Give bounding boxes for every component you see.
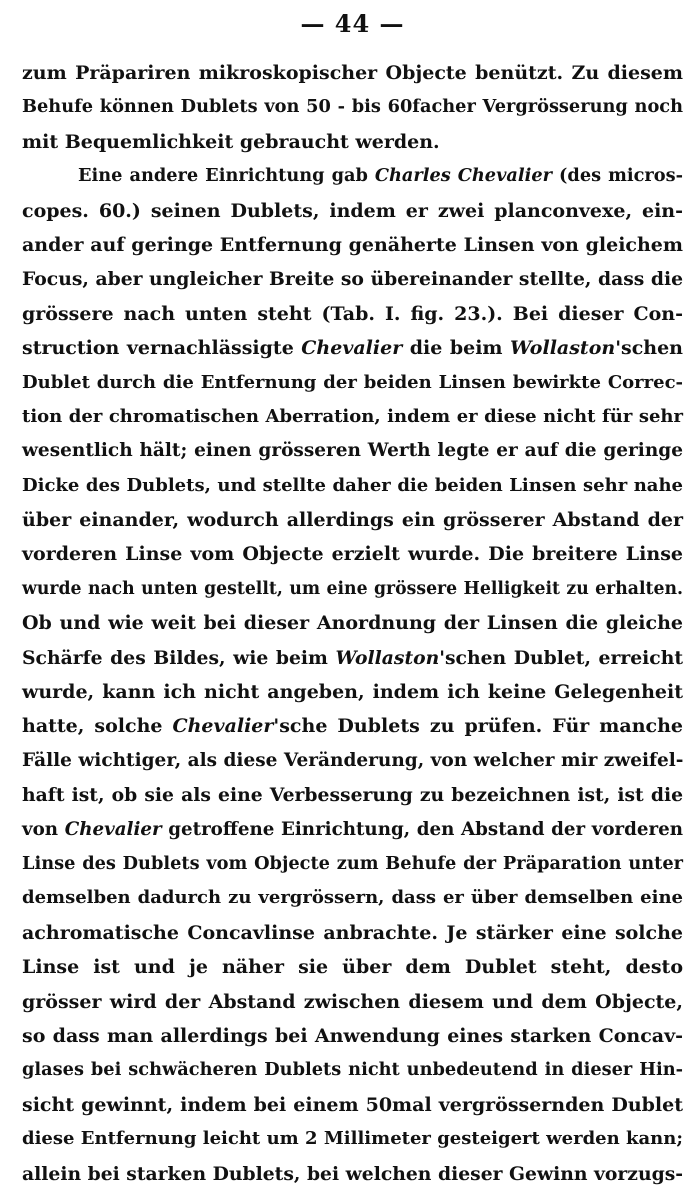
italic-name: Charles Chevalier [374,165,553,187]
text-line [22,331,683,365]
text-line: diese Entfernung leicht um 2 Millimeter gesteigert werden kann; [22,1128,683,1150]
text-run: getroffene Einrichtung, den Abstand der vorderen [161,818,683,840]
text-line: vorderen Linse vom Objecte erzielt wurde. Die breitere Linse [22,543,683,566]
text-line: wurde, kann ich nicht angeben, indem ich keine Gelegenheit [22,681,683,704]
text-line: tion der chromatischen Aberration, indem er diese nicht für sehr [22,405,683,427]
text-line: grössere nach unten steht (Tab. I. fig. 23.). Bei dieser Con- [22,302,683,325]
text-run: struction vernachlässigte [22,337,302,360]
text-line: Dublet durch die Entfernung der beiden Linsen bewirkte Correc- [22,371,683,393]
text-run: (des micros- [552,165,683,187]
text-run: Eine andere Einrichtung gab [78,165,375,187]
text-run: die beim [402,337,511,360]
text-line: Focus, aber ungleicher Breite so übereinander stellte, dass die [22,268,684,291]
text-line: zum Präpariren mikroskopischer Objecte benützt. Zu diesem [22,62,683,84]
text-line: über einander, wodurch allerdings ein grösserer Abstand der [22,509,683,532]
italic-name: Wollaston [335,646,440,669]
text-run: hatte, solche [22,715,173,738]
text-line: glases bei schwächeren Dublets nicht unbedeutend in dieser Hin- [22,1059,683,1081]
text-run: 'schen [615,337,683,360]
text-run: 'schen Dublet, erreicht [439,646,683,669]
text-line: demselben dadurch zu vergrössern, dass er über demselben eine [22,887,683,909]
text-run: 'sche Dublets zu prüfen. Für manche [273,715,683,738]
text-run: Schärfe des Bildes, wie beim [22,646,336,669]
text-line: Ob und wie weit bei dieser Anordnung der Linsen die gleiche [22,612,683,635]
italic-name: Wollaston [510,337,616,360]
text-line: wurde nach unten gestellt, um eine grössere Helligkeit zu erhalten. [22,578,683,599]
text-line: Fälle wichtiger, als diese Veränderung, von welcher mir zweifel- [22,749,684,771]
text-line: achromatische Concavlinse anbrachte. Je stärker eine solche [22,921,683,944]
text-line: haft ist, ob sie als eine Verbesserung zu bezeichnen ist, ist die [22,784,683,807]
text-line [22,813,683,847]
body-text [22,56,683,1191]
italic-name: Chevalier [301,337,403,360]
text-line [22,709,683,743]
italic-name: Chevalier [172,715,274,738]
text-line: ander auf geringe Entfernung genäherte Linsen von gleichem [22,233,683,256]
text-line: Linse des Dublets vom Objecte zum Behufe der Präparation unter [22,852,683,874]
text-line [22,159,683,193]
text-line: Dicke des Dublets, und stellte daher die beiden Linsen sehr nahe [22,474,683,496]
text-line: grösser wird der Abstand zwischen diesem und dem Objecte, [22,990,683,1013]
text-line [22,641,683,675]
text-line: so dass man allerdings bei Anwendung eines starken Concav- [22,1024,683,1047]
text-line: Behufe können Dublets von 50 - bis 60facher Vergrösserung noch [22,96,683,118]
text-run: von [22,818,65,840]
page-number: — 44 — [300,9,405,38]
italic-name: Chevalier [64,818,162,840]
text-line: sicht gewinnt, indem bei einem 50mal vergrössernden Dublet [22,1093,683,1116]
text-line: allein bei starken Dublets, bei welchen dieser Gewinn vorzugs- [22,1162,684,1185]
text-line: wesentlich hält; einen grösseren Werth legte er auf die geringe [22,440,683,462]
text-line: copes. 60.) seinen Dublets, indem er zwei planconvexe, ein- [22,199,683,222]
text-line: mit Bequemlichkeit gebraucht werden. [22,130,440,153]
text-line: Linse ist und je näher sie über dem Dublet steht, desto [22,956,683,979]
